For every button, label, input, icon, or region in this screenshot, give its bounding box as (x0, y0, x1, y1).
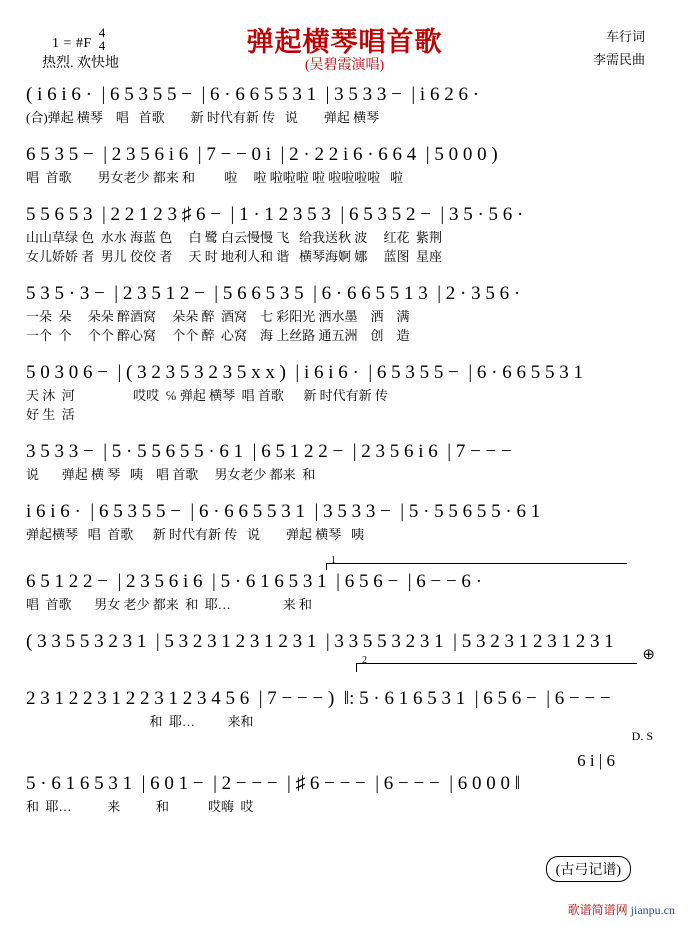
lyric-line: (合)弹起 横琴 唱 首歌 新 时代有新 传 说 弹起 横琴 (26, 110, 380, 125)
music-system (26, 629, 663, 684)
lyric-line: 天 沐 河 哎哎 ℅ 弹起 横琴 唱 首歌 新 时代有新 传 (26, 388, 388, 403)
notation-line: 5 0 3 0 6 − | ( 3 2 3 5 3 2 3 5 x x ) | i 6 i 6 · | 6 5 3 5 5 − | 6 · 6 6 5 5 3 1 (26, 362, 584, 383)
system-spacer (26, 614, 663, 627)
notation-line: 5 · 6 1 6 5 3 1 | 6 0 1 − | 2 − − − | ♯ 6 − − − | 6 − − − | 6 0 0 0 ‖ (26, 773, 521, 794)
site-name-en: jianpu.cn (630, 903, 675, 917)
first-ending-bracket (26, 555, 663, 569)
lyric-line: 唱 首歌 男女 老少 都来 和 耶… 来 和 (26, 597, 313, 612)
second-ending-number: 2 (362, 655, 367, 666)
notation-line: i 6 i 6 · | 6 5 3 5 5 − | 6 · 6 6 5 5 3 1 | 3 5 3 3 − | 5 · 5 5 6 5 5 · 6 1 (26, 501, 541, 522)
notation-line: 6 5 3 5 − | 2 3 5 6 i 6 | 7 − − 0 i | 2 · 2 2 i 6 · 6 6 4 | 5 0 0 0 ) (26, 144, 498, 165)
coda-icon: ⊕ (642, 647, 655, 663)
music-system (26, 686, 663, 749)
lyric-line: 弹起横琴 唱 首歌 新 时代有新 传 说 弹起 横琴 咦 (26, 527, 365, 542)
lyric-line-verse2: 女儿娇娇 者 男儿 佼佼 者 天 时 地利人和 谐 横琴海婀 娜 蓝图 星座 (26, 249, 443, 264)
notation-line: 6 5 1 2 2 − | 2 3 5 6 i 6 | 5 · 6 1 6 5 3 1 | 6 5 6 − | 6 − − 6 · (26, 571, 483, 592)
music-system (26, 281, 663, 358)
arranger-credit: (古弓记谱) (546, 856, 631, 882)
music-system (26, 360, 663, 437)
time-signature-denominator: 4 (98, 38, 106, 53)
sheet-header (0, 0, 689, 82)
lyric-line: 山山草绿 色 水水 海蓝 色 白 鹭 白云慢慢 飞 给我送秋 波 红花 紫荆 (26, 230, 443, 245)
music-system (26, 555, 663, 627)
system-spacer (26, 544, 663, 557)
lyricist-credit: 车行词 (605, 29, 645, 44)
notation-line: 5 3 5 · 3 − | 2 3 5 1 2 − | 5 6 6 5 3 5 | 6 · 6 6 5 5 1 3 | 2 · 3 5 6 · (26, 283, 521, 304)
music-system (26, 499, 663, 557)
second-ending-bracket (26, 647, 663, 671)
system-spacer (26, 127, 663, 140)
system-spacer (26, 671, 663, 684)
page-subtitle: (吴碧霞演唱) (304, 58, 385, 73)
system-spacer (26, 345, 663, 358)
page-title: 弹起横琴唱首歌 (246, 27, 443, 57)
lyric-line: 说 弹起 横 琴 咦 唱 首歌 男女老少 都来 和 (26, 467, 316, 482)
composer-credit: 李需民曲 (592, 52, 645, 67)
coda-ending-notes: 6 i | 6 (577, 751, 615, 770)
lyric-line: 和 耶… 来和 (26, 714, 254, 729)
notation-line: ( i 6 i 6 · | 6 5 3 5 5 − | 6 · 6 6 5 5 3 1 | 3 5 3 3 − | i 6 2 6 · (26, 84, 480, 105)
system-spacer (26, 266, 663, 279)
system-spacer (26, 424, 663, 437)
system-spacer (26, 484, 663, 497)
lyric-line-verse2: 好 生 活 (26, 407, 75, 422)
site-name-cn: 歌谱简谱网 (567, 903, 628, 917)
time-signature-numerator: 4 (98, 25, 106, 40)
music-system (26, 439, 663, 497)
notation-line: 5 5 6 5 3 | 2 2 1 2 3 ♯ 6 − | 1 · 1 2 3 5 3 | 6 5 3 5 2 − | 3 5 · 5 6 · (26, 204, 524, 225)
music-system (26, 82, 663, 140)
notation-line: 3 5 3 3 − | 5 · 5 5 6 5 5 · 6 1 | 6 5 1 2 2 − | 2 3 5 6 i 6 | 7 − − − (26, 441, 512, 462)
tempo-marking: 热烈. 欢快地 (42, 56, 119, 71)
ds-marking: D. S (631, 729, 653, 743)
notation-line: ( 3 3 5 5 3 2 3 1 | 5 3 2 3 1 2 3 1 2 3 1 | 3 3 5 5 3 2 3 1 | 5 3 2 3 1 2 3 1 2 3 1 (26, 631, 614, 652)
music-system (26, 202, 663, 279)
lyric-line: 一朵 朵 朵朵 醉酒窝 朵朵 醉 酒窝 七 彩阳光 洒水墨 洒 满 (26, 309, 410, 324)
music-body (0, 82, 689, 816)
lyric-line-verse2: 一个 个 个个 醉心窝 个个 醉 心窝 海 上丝路 通五洲 创 造 (26, 328, 410, 343)
music-system (26, 142, 663, 200)
site-watermark (568, 901, 675, 918)
system-spacer (26, 187, 663, 200)
lyric-line: 和 耶… 来 和 哎嗨 哎 (26, 799, 254, 814)
key-signature-text: 1 = #F (52, 36, 92, 51)
music-system (26, 751, 663, 816)
notation-line: 2 3 1 2 2 3 1 2 2 3 1 2 3 4 5 6 | 7 − − − ) ‖: 5 · 6 1 6 5 3 1 | 6 5 6 − | 6 − − − (26, 688, 611, 709)
lyric-line: 唱 首歌 男女老少 都来 和 啦 啦 啦啦啦 啦 啦啦啦啦 啦 (26, 170, 404, 185)
first-ending-number: 1 (331, 555, 336, 566)
